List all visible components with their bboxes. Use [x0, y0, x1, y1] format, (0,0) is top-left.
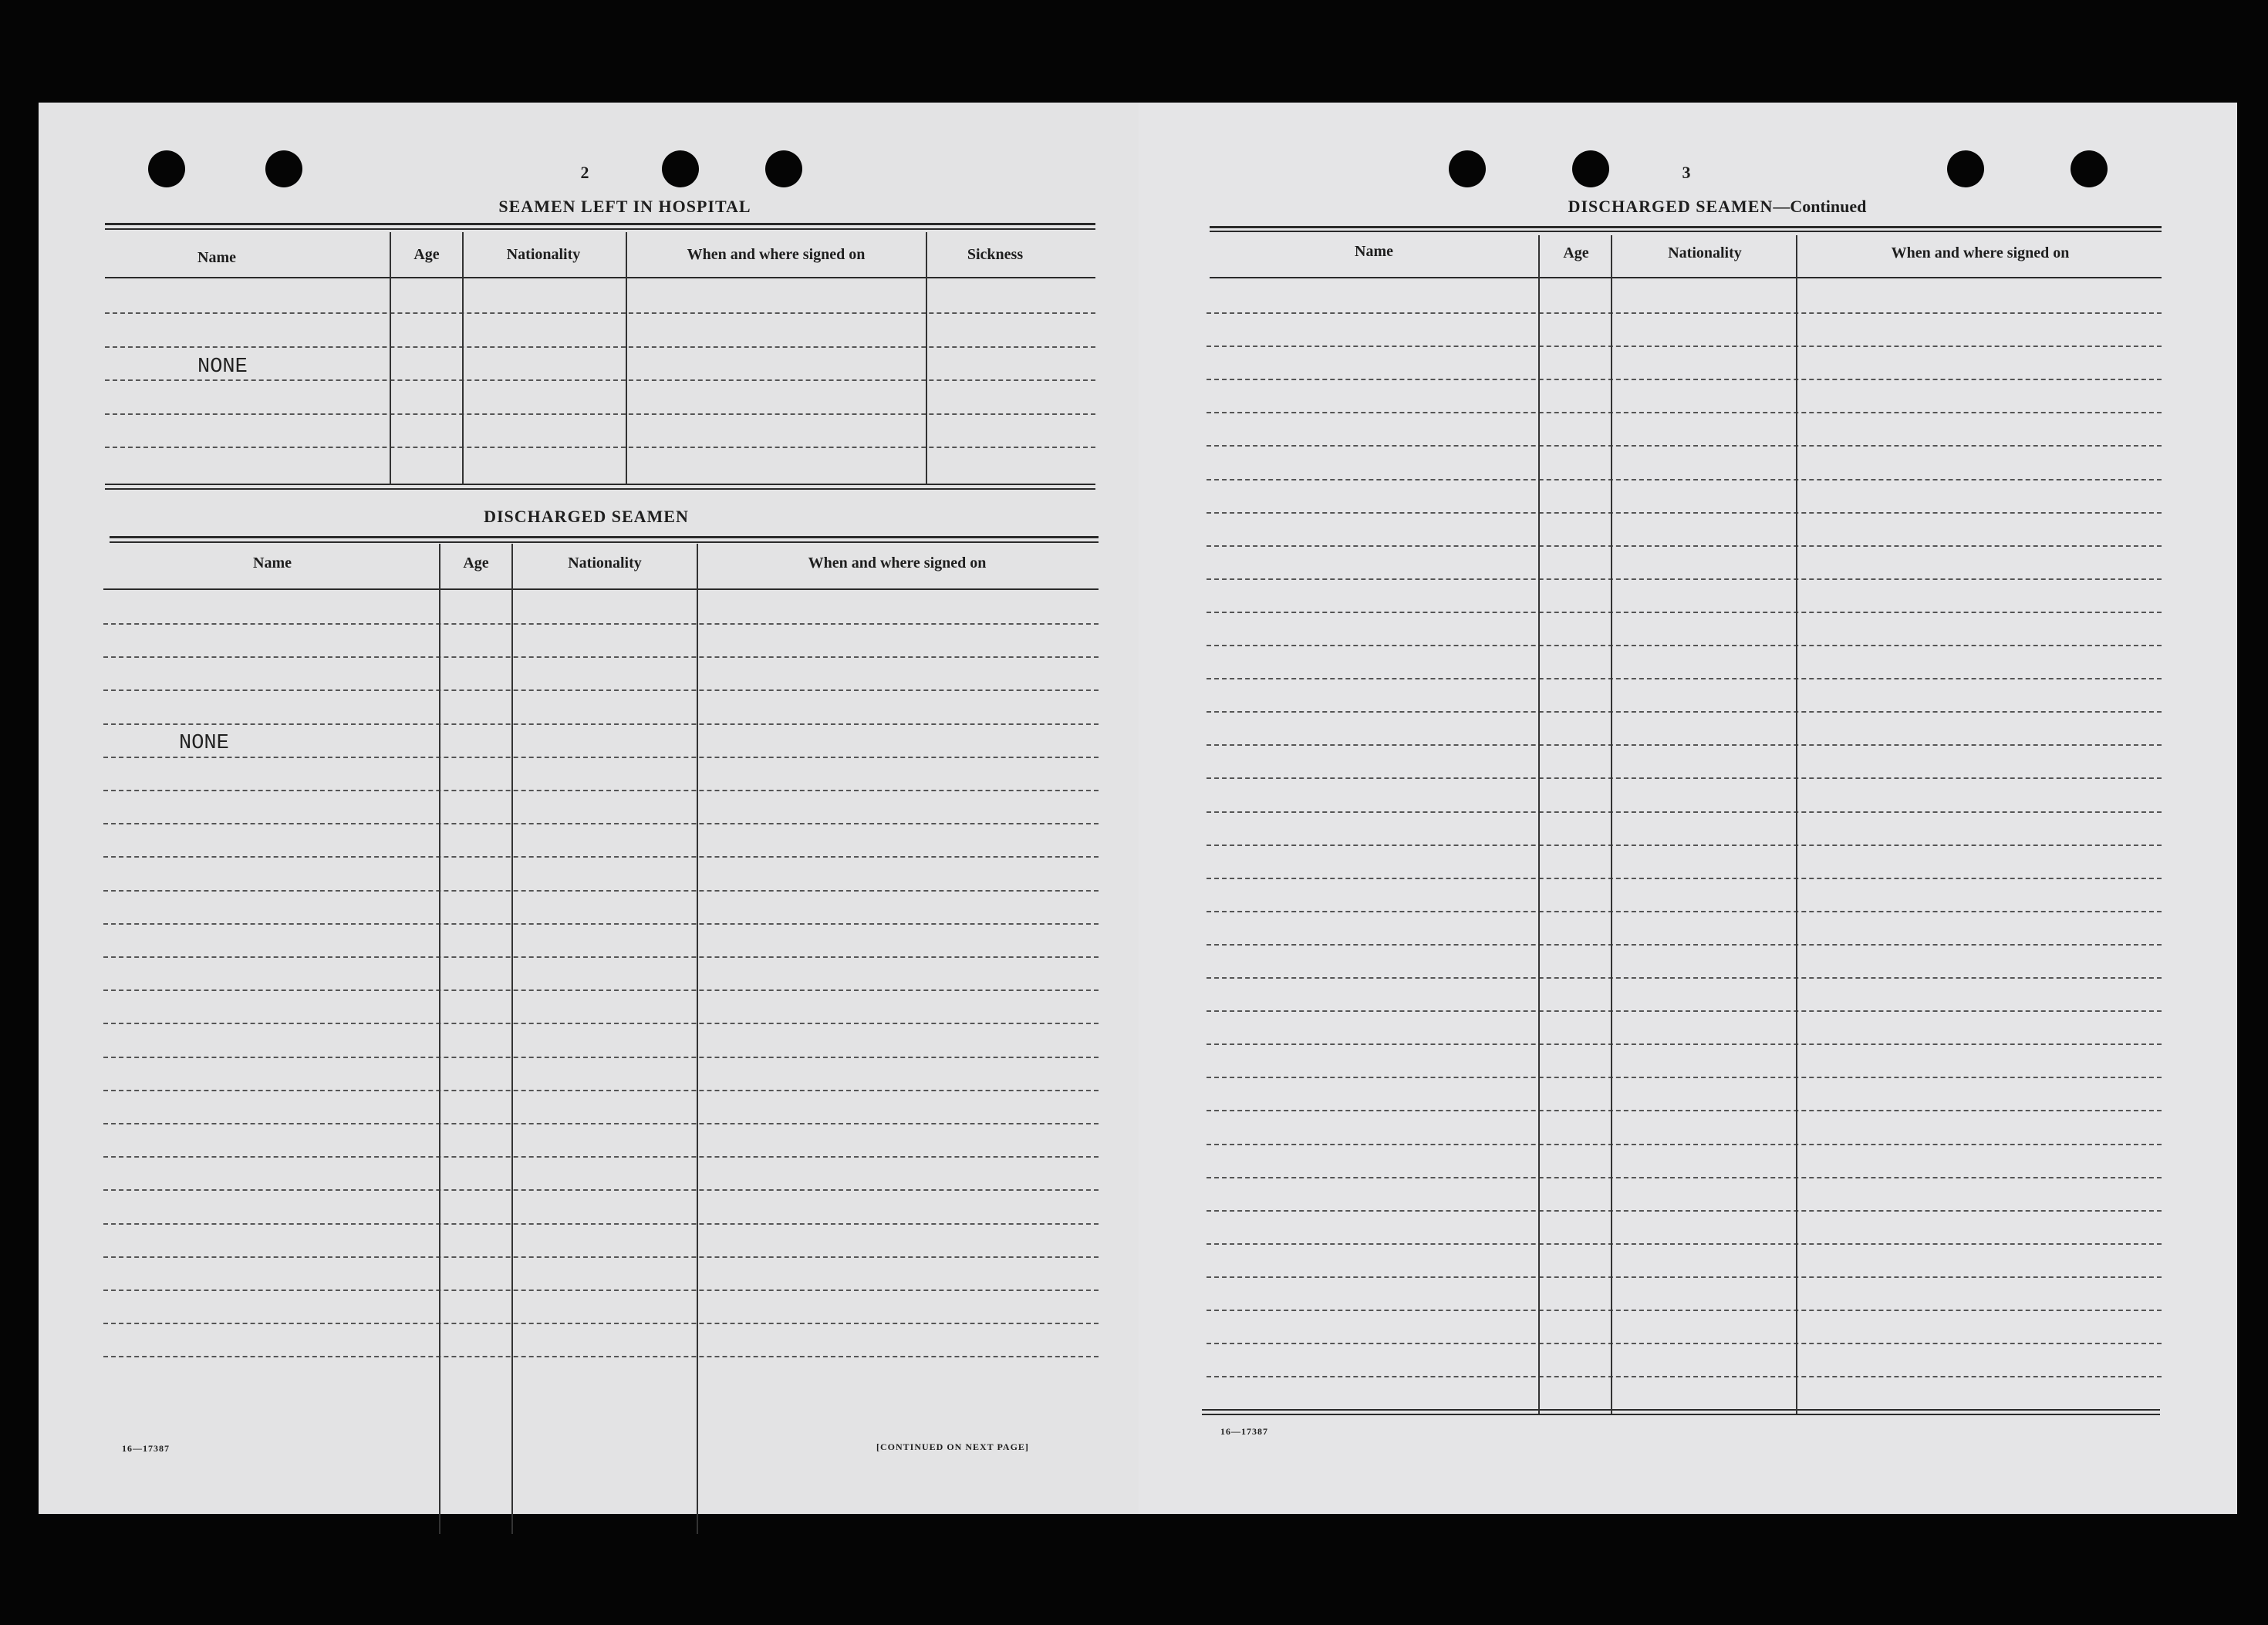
- ruled-line: [103, 1223, 1099, 1225]
- column-divider: [462, 232, 464, 485]
- ruled-line: [1207, 578, 2162, 580]
- ruled-line: [103, 723, 1099, 725]
- ruled-line: [1207, 744, 2162, 746]
- ruled-line: [1207, 1110, 2162, 1111]
- ruled-line: [103, 1156, 1099, 1158]
- title-suffix: —Continued: [1773, 197, 1867, 216]
- ruled-line: [1207, 645, 2162, 646]
- ruled-line: [103, 623, 1099, 625]
- ruled-line: [1207, 445, 2162, 447]
- ruled-line: [103, 790, 1099, 791]
- hospital-col-signed-on: When and where signed on: [687, 246, 866, 263]
- ruled-line: [103, 1023, 1099, 1024]
- discharged-col-name: Name: [253, 555, 292, 571]
- continued-col-age: Age: [1563, 244, 1589, 261]
- ruled-line: [1207, 545, 2162, 547]
- ruled-line: [103, 1090, 1099, 1091]
- ruled-line: [1207, 379, 2162, 380]
- punch-hole: [1449, 150, 1486, 187]
- ruled-line: [103, 656, 1099, 658]
- hospital-col-age: Age: [413, 246, 440, 263]
- ruled-line: [1207, 1177, 2162, 1178]
- hospital-section-title: SEAMEN LEFT IN HOSPITAL: [498, 197, 751, 216]
- discharged-section-title: DISCHARGED SEAMEN: [484, 507, 689, 526]
- ruled-line: [1207, 811, 2162, 813]
- punch-hole: [2071, 150, 2108, 187]
- discharged-entry: NONE: [179, 732, 229, 755]
- ruled-line: [1207, 412, 2162, 413]
- ruled-line: [103, 823, 1099, 824]
- ruled-line: [1207, 845, 2162, 846]
- punch-hole: [662, 150, 699, 187]
- punch-hole: [1947, 150, 1984, 187]
- ruled-line: [1207, 1243, 2162, 1245]
- ruled-line: [1207, 1310, 2162, 1311]
- ruled-line: [1207, 1144, 2162, 1145]
- ruled-line: [105, 413, 1095, 415]
- title-main: DISCHARGED SEAMEN: [1568, 197, 1774, 216]
- continued-note: [CONTINUED ON NEXT PAGE]: [876, 1441, 1029, 1452]
- ruled-line: [1207, 777, 2162, 779]
- column-divider: [926, 232, 927, 485]
- ruled-line: [1207, 1210, 2162, 1212]
- ruled-line: [103, 1256, 1099, 1258]
- ruled-line: [1207, 1376, 2162, 1377]
- ruled-line: [1207, 1043, 2162, 1045]
- hospital-col-name: Name: [197, 249, 236, 266]
- page-number: 3: [1682, 163, 1691, 182]
- ruled-line: [1207, 911, 2162, 912]
- continued-col-name: Name: [1355, 243, 1393, 260]
- form-number: 16—17387: [122, 1443, 170, 1454]
- ruled-line: [103, 757, 1099, 758]
- column-divider: [511, 544, 513, 1534]
- column-divider: [1538, 235, 1540, 1414]
- left-page: [39, 103, 1139, 1514]
- hospital-col-nationality: Nationality: [506, 246, 581, 263]
- ruled-line: [103, 890, 1099, 892]
- punch-hole: [765, 150, 802, 187]
- column-divider: [1796, 235, 1797, 1414]
- ruled-line: [103, 1189, 1099, 1191]
- ruled-line: [103, 989, 1099, 991]
- discharged-continued-title: [1486, 197, 1949, 217]
- ruled-line: [103, 1290, 1099, 1291]
- discharged-col-age: Age: [463, 555, 489, 571]
- discharged-col-signed-on: When and where signed on: [808, 555, 987, 571]
- column-divider: [390, 232, 391, 485]
- ruled-line: [1207, 479, 2162, 480]
- ruled-line: [103, 1123, 1099, 1124]
- ruled-line: [1207, 977, 2162, 979]
- ruled-line: [1207, 711, 2162, 713]
- right-page: [1139, 103, 2237, 1514]
- punch-hole: [1572, 150, 1609, 187]
- ruled-line: [1207, 944, 2162, 946]
- page-number: 2: [580, 163, 589, 182]
- ruled-line: [1207, 1343, 2162, 1344]
- ruled-line: [1207, 612, 2162, 613]
- column-divider: [697, 544, 698, 1534]
- ruled-line: [103, 1057, 1099, 1058]
- continued-col-signed-on: When and where signed on: [1891, 244, 2070, 261]
- ruled-line: [103, 856, 1099, 858]
- ruled-line: [1207, 1276, 2162, 1278]
- ruled-line: [1207, 312, 2162, 314]
- ruled-line: [103, 689, 1099, 691]
- ruled-line: [103, 1323, 1099, 1324]
- ruled-line: [1207, 678, 2162, 679]
- punch-hole: [265, 150, 302, 187]
- ruled-line: [1207, 346, 2162, 347]
- ruled-line: [103, 956, 1099, 958]
- ruled-line: [103, 1356, 1099, 1357]
- continued-col-nationality: Nationality: [1668, 244, 1742, 261]
- ruled-line: [105, 379, 1095, 381]
- column-divider: [1611, 235, 1612, 1414]
- ruled-line: [105, 447, 1095, 448]
- form-number: 16—17387: [1220, 1426, 1268, 1437]
- ruled-line: [103, 923, 1099, 925]
- ruled-line: [105, 312, 1095, 314]
- ruled-line: [1207, 1077, 2162, 1078]
- punch-hole: [148, 150, 185, 187]
- ruled-line: [1207, 1010, 2162, 1012]
- ruled-line: [1207, 878, 2162, 879]
- ruled-line: [105, 346, 1095, 348]
- hospital-col-sickness: Sickness: [967, 246, 1024, 263]
- column-divider: [626, 232, 627, 485]
- hospital-entry: NONE: [197, 356, 248, 379]
- column-divider: [439, 544, 440, 1534]
- discharged-col-nationality: Nationality: [568, 555, 642, 571]
- ruled-line: [1207, 512, 2162, 514]
